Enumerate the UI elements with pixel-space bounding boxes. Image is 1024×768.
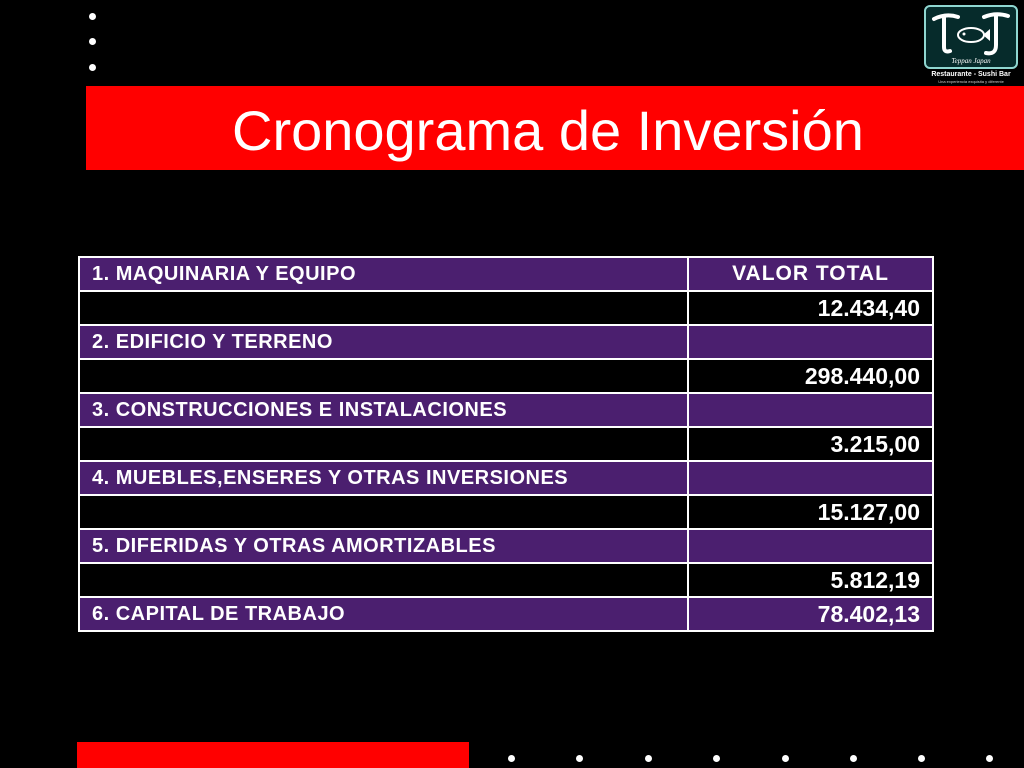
table-row [79,563,933,597]
category-label: 3. CONSTRUCCIONES E INSTALACIONES [79,393,688,427]
value-column-header: VALOR TOTAL [688,257,933,291]
table-row [79,325,933,359]
decorative-dot [850,755,857,762]
category-value: 15.127,00 [688,495,933,529]
table-row [79,461,933,495]
category-value: 78.402,13 [688,597,933,631]
empty-cell [688,393,933,427]
category-label: 2. EDIFICIO Y TERRENO [79,325,688,359]
table-row [79,529,933,563]
table-row [79,427,933,461]
category-label: 1. MAQUINARIA Y EQUIPO [79,257,688,291]
empty-cell [79,359,688,393]
decorative-dot [576,755,583,762]
decorative-dot [508,755,515,762]
decorative-dot [782,755,789,762]
table-row [79,257,933,291]
decorative-dot [89,13,96,20]
investment-table [78,256,934,632]
decorative-dot [713,755,720,762]
empty-cell [79,291,688,325]
logo-script-text: Teppan Japan [951,57,991,65]
empty-cell [688,529,933,563]
table-row [79,597,933,631]
decorative-dot [986,755,993,762]
empty-cell [79,563,688,597]
category-label: 6. CAPITAL DE TRABAJO [79,597,688,631]
empty-cell [79,427,688,461]
category-value: 5.812,19 [688,563,933,597]
logo-caption: Restaurante - Sushi Bar [931,71,1011,78]
bottom-accent-bar [77,742,469,768]
empty-cell [688,461,933,495]
table-row [79,291,933,325]
decorative-dot [89,64,96,71]
decorative-dot [645,755,652,762]
decorative-dot [918,755,925,762]
logo-tagline: Una experiencia exquisita y diferente [938,79,1004,84]
category-value: 298.440,00 [688,359,933,393]
logo-badge [924,5,1018,69]
table-row [79,359,933,393]
table-row [79,393,933,427]
empty-cell [688,325,933,359]
category-value: 12.434,40 [688,291,933,325]
category-value: 3.215,00 [688,427,933,461]
slide-title: Cronograma de Inversión [232,99,864,162]
fish-logo-icon [926,7,1016,67]
decorative-dot [89,38,96,45]
table-row [79,495,933,529]
category-label: 5. DIFERIDAS Y OTRAS AMORTIZABLES [79,529,688,563]
restaurant-logo [922,5,1020,85]
category-label: 4. MUEBLES,ENSERES Y OTRAS INVERSIONES [79,461,688,495]
empty-cell [79,495,688,529]
